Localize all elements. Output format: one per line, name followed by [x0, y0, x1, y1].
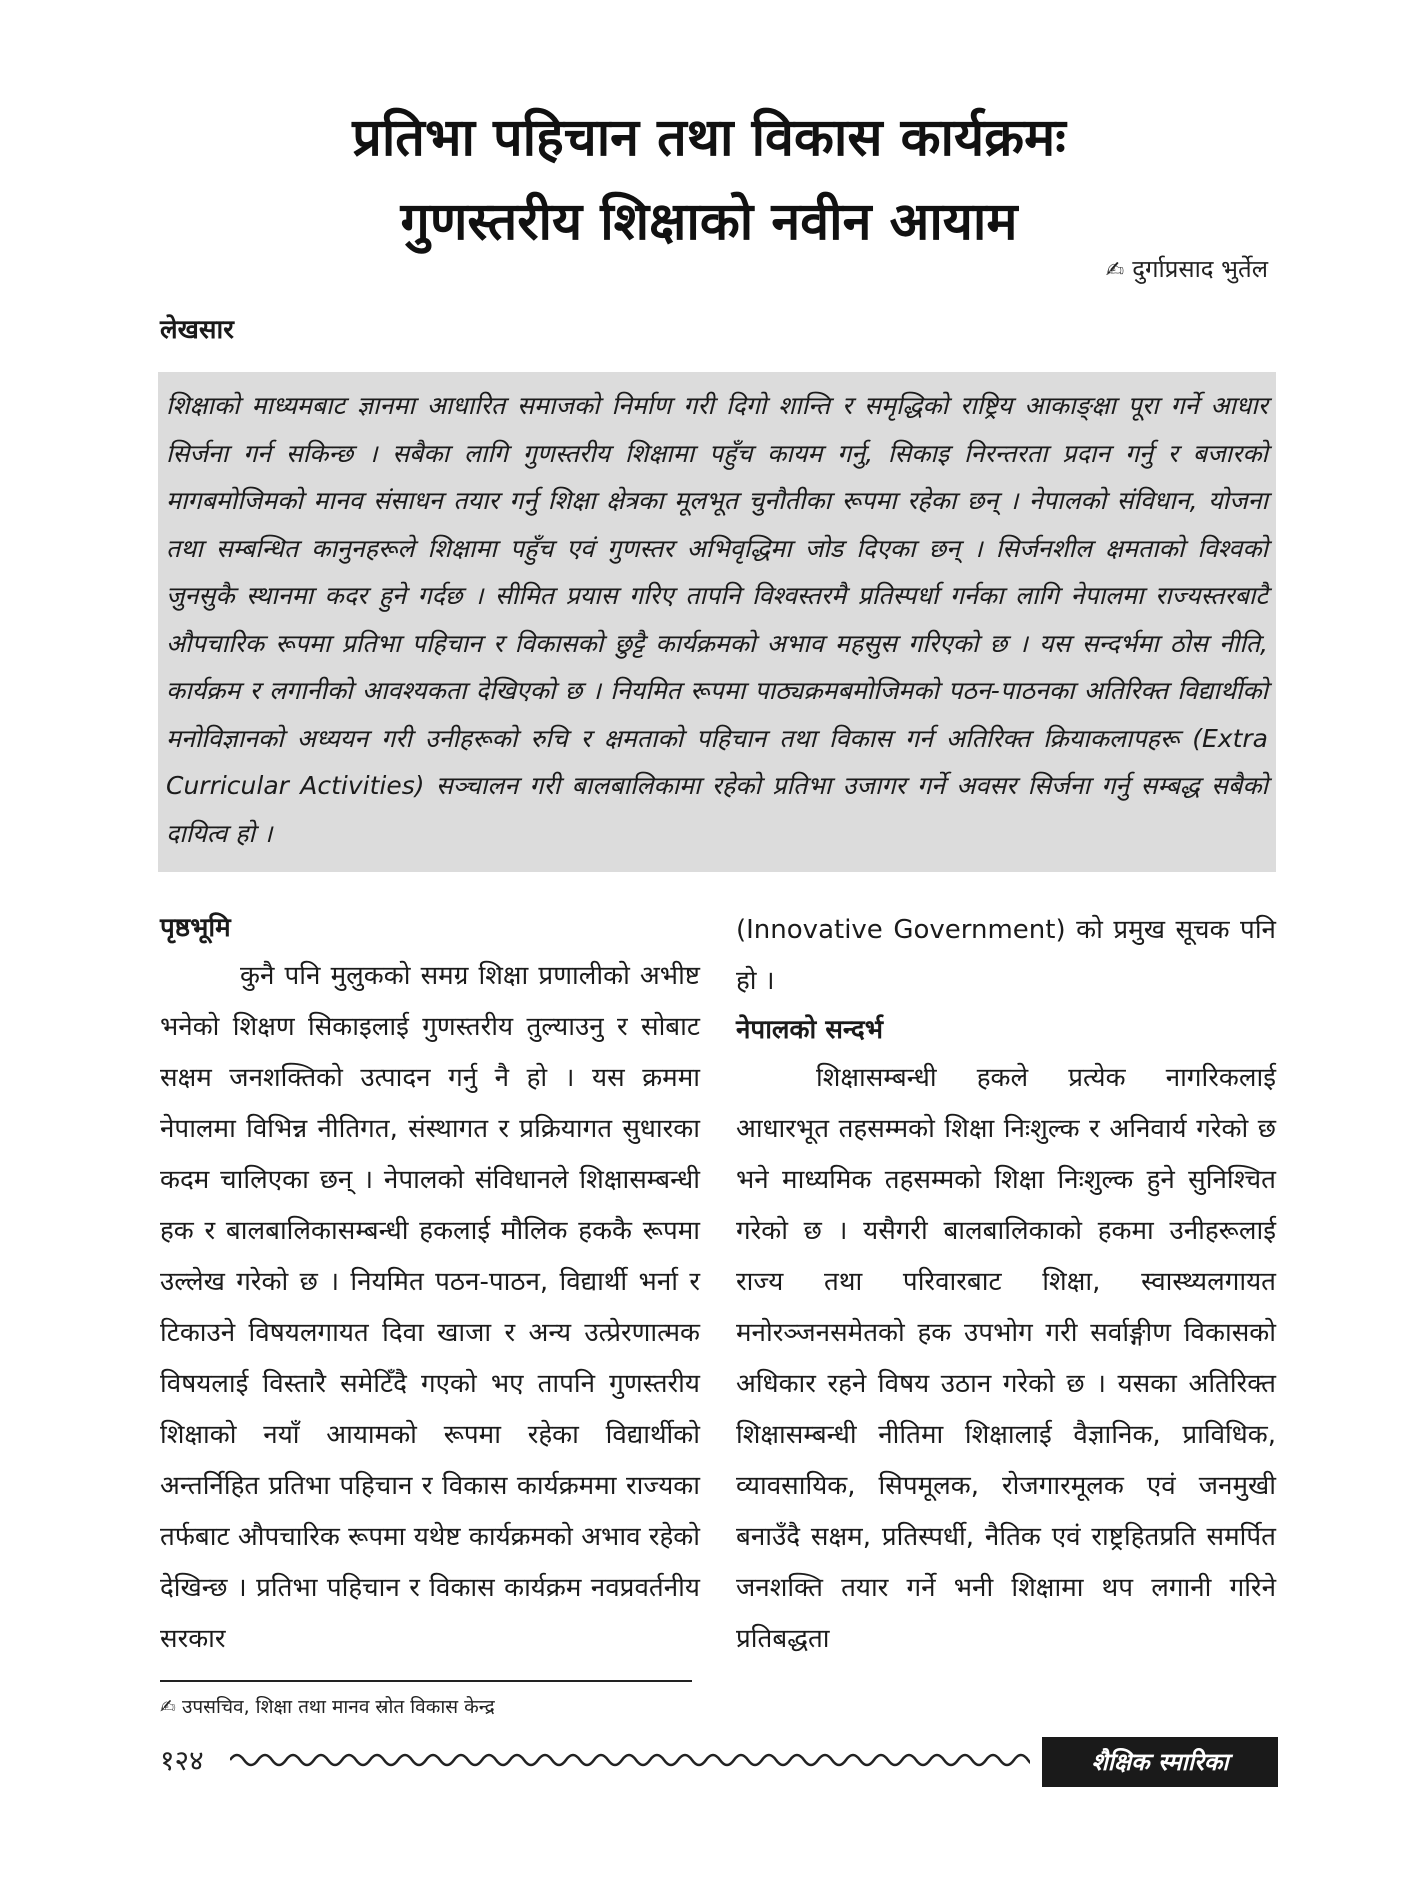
decorative-wave-line [230, 1745, 1030, 1775]
page-footer [160, 1737, 1278, 1787]
background-paragraph: कुनै पनि मुलुकको समग्र शिक्षा प्रणालीको अभीष्ट भनेको शिक्षण सिकाइलाई गुणस्तरीय तुल्याउनु र सोबाट सक्षम जनशक्तिको उत्पादन गर्नु नै हो । यस क्रममा नेपालमा विभिन्न नीतिगत, संस्थागत र प्रक्रियागत सुधारका कदम चालिएका छन् । नेपालको संविधानले शिक्षासम्बन्धी हक र बालबालिकासम्बन्धी हकलाई मौलिक हककै रूपमा उल्लेख गरेको छ । नियमित पठन-पाठन, विद्यार्थी भर्ना र टिकाउने विषयलगायत दिवा खाजा र अन्य उत्प्रेरणात्मक विषयलाई विस्तारै समेटिँदै गएको भए तापनि गुणस्तरीय शिक्षाको नयाँ आयामको रूपमा रहेका विद्यार्थीको अन्तर्निहित प्रतिभा पहिचान र विकास कार्यक्रममा राज्यका तर्फबाट औपचारिक रूपमा यथेष्ट कार्यक्रमको अभाव रहेको देखिन्छ । प्रतिभा पहिचान र विकास कार्यक्रम नवप्रवर्तनीय सरकार [160, 961, 700, 1654]
author-name: दुर्गाप्रसाद भुर्तेल [1132, 255, 1268, 283]
title-line-2: गुणस्तरीय शिक्षाको नवीन आयाम [400, 192, 1018, 252]
abstract-text: शिक्षाको माध्यमबाट ज्ञानमा आधारित समाजको निर्माण गरी दिगो शान्ति र समृद्धिको राष्ट्रिय आकाङ्क्षा पूरा गर्ने आधार सिर्जना गर्न सकिन्छ । सबैका लागि गुणस्तरीय शिक्षामा पहुँच कायम गर्नु, सिकाइ निरन्तरता प्रदान गर्नु र बजारको मागबमोजिमको मानव संसाधन तयार गर्नु शिक्षा क्षेत्रका मूलभूत चुनौतीका रूपमा रहेका छन् । नेपालको संविधान, योजना तथा सम्बन्धित कानुनहरूले शिक्षामा पहुँच एवं गुणस्तर अभिवृद्धिमा जोड दिएका छन् । सिर्जनशील क्षमताको विश्वको जुनसुकै स्थानमा कदर हुने गर्दछ । सीमित प्रयास गरिए तापनि विश्वस्तरमै प्रतिस्पर्धा गर्नका लागि नेपालमा राज्यस्तरबाटै औपचारिक रूपमा प्रतिभा पहिचान र विकासको छुट्टै कार्यक्रमको अभाव महसुस गरिएको छ । यस सन्दर्भमा ठोस नीति, कार्यक्रम र लगानीको आवश्यकता देखिएको छ । नियमित रूपमा पाठ्यक्रमबमोजिमको पठन-पाठनका अतिरिक्त विद्यार्थीको मनोविज्ञानको अध्ययन गरी उनीहरूको रुचि र क्षमताको पहिचान तथा विकास गर्न अतिरिक्त क्रियाकलापहरू (Extra Curricular Activities) सञ्चालन गरी बालबालिकामा रहेको प्रतिभा उजागर गर्ने अवसर सिर्जना गर्नु सम्बद्ध सबैको दायित्व हो । [158, 372, 1276, 872]
left-column [160, 905, 700, 1665]
publication-label: शैक्षिक स्मारिका [1042, 1737, 1278, 1787]
page-number: १२४ [160, 1744, 204, 1777]
right-column [736, 905, 1276, 1665]
article-title [0, 96, 1418, 264]
footnote-text: उपसचिव, शिक्षा तथा मानव स्रोत विकास केन्द्र [181, 1696, 495, 1718]
pen-icon: ✍ [1105, 258, 1125, 283]
section-heading-nepal-context: नेपालको सन्दर्भ [736, 1015, 884, 1045]
nepal-context-paragraph: शिक्षासम्बन्धी हकले प्रत्येक नागरिकलाई आधारभूत तहसम्मको शिक्षा निःशुल्क र अनिवार्य गरेको छ भने माध्यमिक तहसम्मको शिक्षा निःशुल्क हुने सुनिश्चित गरेको छ । यसैगरी बालबालिकाको हकमा उनीहरूलाई राज्य तथा परिवारबाट शिक्षा, स्वास्थ्यलगायत मनोरञ्जनसमेतको हक उपभोग गरी सर्वाङ्गीण विकासको अधिकार रहने विषय उठान गरेको छ । यसका अतिरिक्त शिक्षासम्बन्धी नीतिमा शिक्षालाई वैज्ञानिक, प्राविधिक, व्यावसायिक, सिपमूलक, रोजगारमूलक एवं जनमुखी बनाउँदै सक्षम, प्रतिस्पर्धी, नैतिक एवं राष्ट्रहितप्रति समर्पित जनशक्ति तयार गर्ने भनी शिक्षामा थप लगानी गरिने प्रतिबद्धता [736, 1063, 1276, 1654]
pen-icon: ✍ [160, 1696, 176, 1718]
author-byline [1106, 252, 1268, 285]
title-line-1: प्रतिभा पहिचान तथा विकास कार्यक्रमः [352, 108, 1066, 168]
abstract-heading: लेखसार [160, 315, 234, 345]
footnote [160, 1693, 495, 1719]
continued-paragraph: (Innovative Government) को प्रमुख सूचक पनि हो । [736, 915, 1276, 996]
footnote-divider [160, 1680, 692, 1682]
section-heading-background: पृष्ठभूमि [160, 913, 231, 943]
